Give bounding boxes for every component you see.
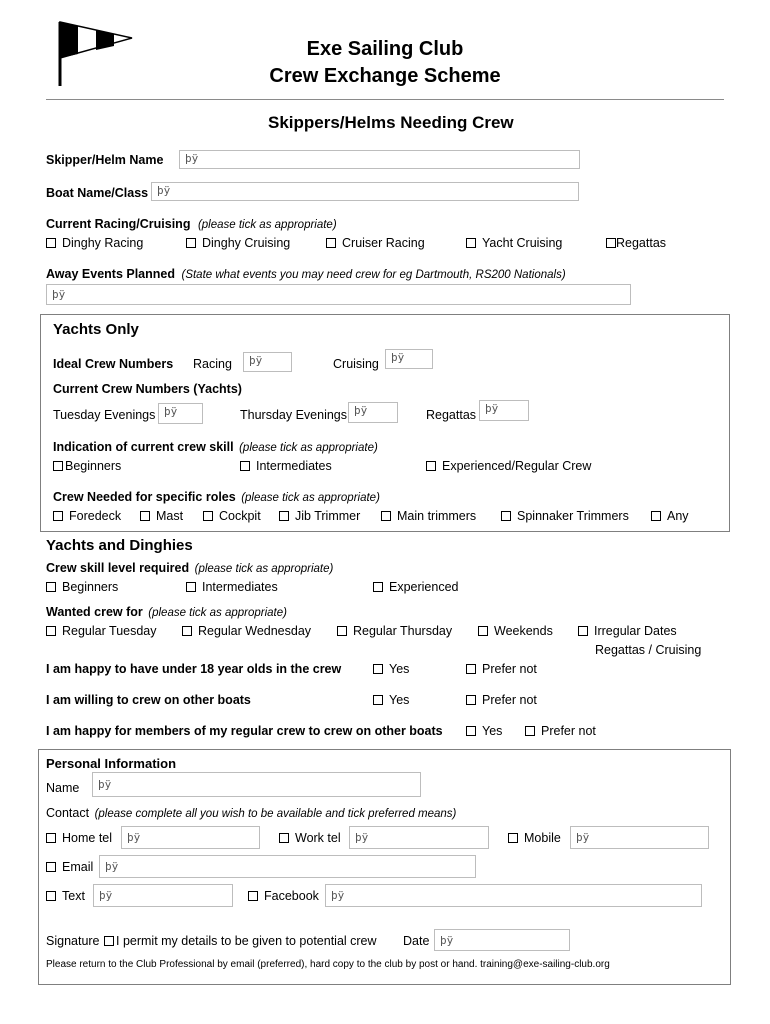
checkbox[interactable] (46, 891, 56, 901)
checkbox[interactable] (373, 695, 383, 705)
crew-skill-label: Indication of current crew skill (53, 440, 234, 454)
thursday-field[interactable]: þÿ (348, 402, 398, 423)
required-skill-label: Crew skill level required (46, 561, 190, 575)
role-cockpit[interactable]: Cockpit (203, 508, 261, 524)
checkbox[interactable] (240, 461, 250, 471)
regular-crew-prefer-not[interactable]: Prefer not (525, 723, 596, 739)
checkbox[interactable] (381, 511, 391, 521)
checkbox[interactable] (326, 238, 336, 248)
email-option[interactable]: Email (46, 859, 93, 875)
mobile-option[interactable]: Mobile (508, 830, 561, 846)
skill-experienced-regular[interactable]: Experienced/Regular Crew (426, 458, 591, 474)
checkbox[interactable] (373, 664, 383, 674)
checkbox[interactable] (606, 238, 616, 248)
checkbox[interactable] (578, 626, 588, 636)
club-logo (50, 18, 134, 88)
away-events-field[interactable]: þÿ (46, 284, 631, 305)
required-skill-hint: (please tick as appropriate) (194, 563, 334, 575)
page-title: Skippers/Helms Needing Crew (268, 113, 514, 132)
skipper-label: Skipper/Helm Name (46, 153, 164, 167)
club-title: Exe Sailing Club (306, 38, 464, 60)
name-field[interactable]: þÿ (92, 772, 421, 797)
role-foredeck[interactable]: Foredeck (53, 508, 121, 524)
return-instructions: Please return to the Club Professional by email (preferred), hard copy to the club by post or hand. training@exe-sailing-club.org (46, 959, 610, 970)
checkbox[interactable] (104, 936, 114, 946)
checkbox[interactable] (373, 582, 383, 592)
other-boats-yes[interactable]: Yes (373, 692, 409, 708)
role-mast[interactable]: Mast (140, 508, 183, 524)
email-field[interactable]: þÿ (99, 855, 476, 878)
role-any[interactable]: Any (651, 508, 689, 524)
regattas-label: Regattas (426, 408, 477, 422)
boat-name-field[interactable]: þÿ (151, 182, 579, 201)
other-boats-question: I am willing to crew on other boats (46, 693, 251, 707)
roles-label: Crew Needed for specific roles (53, 490, 236, 504)
date-label: Date (403, 934, 430, 948)
wanted-regular-thursday[interactable]: Regular Thursday (337, 623, 452, 639)
option-cruiser-racing[interactable]: Cruiser Racing (326, 235, 425, 251)
facebook-option[interactable]: Facebook (248, 888, 319, 904)
ideal-cruising-field[interactable]: þÿ (385, 349, 433, 369)
checkbox[interactable] (186, 238, 196, 248)
skipper-name-field[interactable]: þÿ (179, 150, 580, 169)
crew-skill-hint: (please tick as appropriate) (239, 442, 378, 454)
checkbox[interactable] (279, 511, 289, 521)
roles-heading (53, 489, 380, 506)
checkbox[interactable] (182, 626, 192, 636)
required-intermediates[interactable]: Intermediates (186, 579, 278, 595)
wanted-regular-wednesday[interactable]: Regular Wednesday (182, 623, 311, 639)
wanted-regular-tuesday[interactable]: Regular Tuesday (46, 623, 157, 639)
ideal-cruising-label: Cruising (333, 357, 379, 371)
skill-beginners[interactable]: Beginners (53, 458, 121, 474)
racing-heading (46, 216, 337, 233)
wanted-label: Wanted crew for (46, 605, 143, 619)
checkbox[interactable] (279, 833, 289, 843)
ideal-racing-field[interactable]: þÿ (243, 352, 292, 372)
contact-label: Contact (46, 806, 90, 820)
contact-hint: (please complete all you wish to be available and tick preferred means) (94, 808, 457, 820)
other-boats-prefer-not[interactable]: Prefer not (466, 692, 537, 708)
checkbox[interactable] (651, 511, 661, 521)
current-crew-label: Current Crew Numbers (Yachts) (53, 382, 242, 396)
checkbox[interactable] (466, 695, 476, 705)
checkbox[interactable] (478, 626, 488, 636)
skill-intermediates[interactable]: Intermediates (240, 458, 332, 474)
checkbox[interactable] (53, 511, 63, 521)
checkbox[interactable] (186, 582, 196, 592)
checkbox[interactable] (46, 626, 56, 636)
yachts-dinghies-heading: Yachts and Dinghies (46, 537, 193, 554)
scheme-title: Crew Exchange Scheme (269, 65, 501, 87)
contact-heading (46, 805, 456, 822)
checkbox[interactable] (140, 511, 150, 521)
checkbox[interactable] (501, 511, 511, 521)
checkbox[interactable] (248, 891, 258, 901)
personal-info-heading: Personal Information (46, 756, 177, 771)
option-regattas[interactable]: Regattas (606, 235, 666, 251)
header-divider (46, 99, 724, 100)
mobile-field[interactable]: þÿ (570, 826, 709, 849)
ideal-racing-label: Racing (193, 357, 232, 371)
home-tel-field[interactable]: þÿ (121, 826, 260, 849)
permit-option[interactable]: I permit my details to be given to potential crew (104, 933, 377, 949)
role-spinnaker-trimmers[interactable]: Spinnaker Trimmers (501, 508, 629, 524)
roles-hint: (please tick as appropriate) (241, 492, 380, 504)
role-jib-trimmer[interactable]: Jib Trimmer (279, 508, 360, 524)
wanted-irregular-dates[interactable]: Irregular Dates (578, 623, 677, 639)
thursday-label: Thursday Evenings (240, 408, 348, 422)
ideal-crew-label: Ideal Crew Numbers (53, 357, 174, 371)
wanted-heading (46, 604, 287, 621)
racing-label: Current Racing/Cruising (46, 217, 191, 231)
yachts-only-heading: Yachts Only (53, 321, 139, 338)
checkbox[interactable] (203, 511, 213, 521)
away-heading (46, 266, 566, 283)
checkbox[interactable] (466, 726, 476, 736)
checkbox[interactable] (466, 664, 476, 674)
text-option[interactable]: Text (46, 888, 85, 904)
option-dinghy-racing[interactable]: Dinghy Racing (46, 235, 143, 251)
checkbox[interactable] (466, 238, 476, 248)
wanted-hint: (please tick as appropriate) (148, 607, 287, 619)
facebook-field[interactable]: þÿ (325, 884, 702, 907)
boat-label: Boat Name/Class (46, 186, 149, 200)
regular-crew-yes[interactable]: Yes (466, 723, 502, 739)
checkbox[interactable] (53, 461, 63, 471)
required-skill-heading (46, 560, 333, 577)
work-tel-option[interactable]: Work tel (279, 830, 341, 846)
tuesday-field[interactable]: þÿ (158, 403, 203, 424)
checkbox[interactable] (46, 238, 56, 248)
checkbox[interactable] (337, 626, 347, 636)
flag-pennant-icon (50, 18, 134, 88)
required-experienced[interactable]: Experienced (373, 579, 459, 595)
checkbox[interactable] (508, 833, 518, 843)
name-label: Name (46, 781, 80, 795)
role-main-trimmers[interactable]: Main trimmers (381, 508, 476, 524)
signature-label: Signature (46, 934, 100, 948)
away-label: Away Events Planned (46, 267, 175, 281)
under18-yes[interactable]: Yes (373, 661, 409, 677)
work-tel-field[interactable]: þÿ (349, 826, 489, 849)
required-beginners[interactable]: Beginners (46, 579, 118, 595)
under18-prefer-not[interactable]: Prefer not (466, 661, 537, 677)
regular-crew-question: I am happy for members of my regular crew to crew on other boats (46, 724, 443, 738)
away-hint: (State what events you may need crew for eg Dartmouth, RS200 Nationals) (181, 269, 566, 281)
checkbox[interactable] (46, 582, 56, 592)
tuesday-label: Tuesday Evenings (53, 408, 156, 422)
checkbox[interactable] (525, 726, 535, 736)
checkbox[interactable] (46, 862, 56, 872)
checkbox[interactable] (46, 833, 56, 843)
date-field[interactable]: þÿ (434, 929, 570, 951)
wanted-regattas-cruising: Regattas / Cruising (595, 643, 702, 657)
racing-hint: (please tick as appropriate) (197, 219, 337, 231)
home-tel-option[interactable]: Home tel (46, 830, 112, 846)
option-dinghy-cruising[interactable]: Dinghy Cruising (186, 235, 290, 251)
crew-skill-heading (53, 439, 378, 456)
text-field[interactable]: þÿ (93, 884, 233, 907)
wanted-weekends[interactable]: Weekends (478, 623, 553, 639)
regattas-field[interactable]: þÿ (479, 400, 529, 421)
checkbox[interactable] (426, 461, 436, 471)
under18-question: I am happy to have under 18 year olds in the crew (46, 662, 342, 676)
option-yacht-cruising[interactable]: Yacht Cruising (466, 235, 562, 251)
